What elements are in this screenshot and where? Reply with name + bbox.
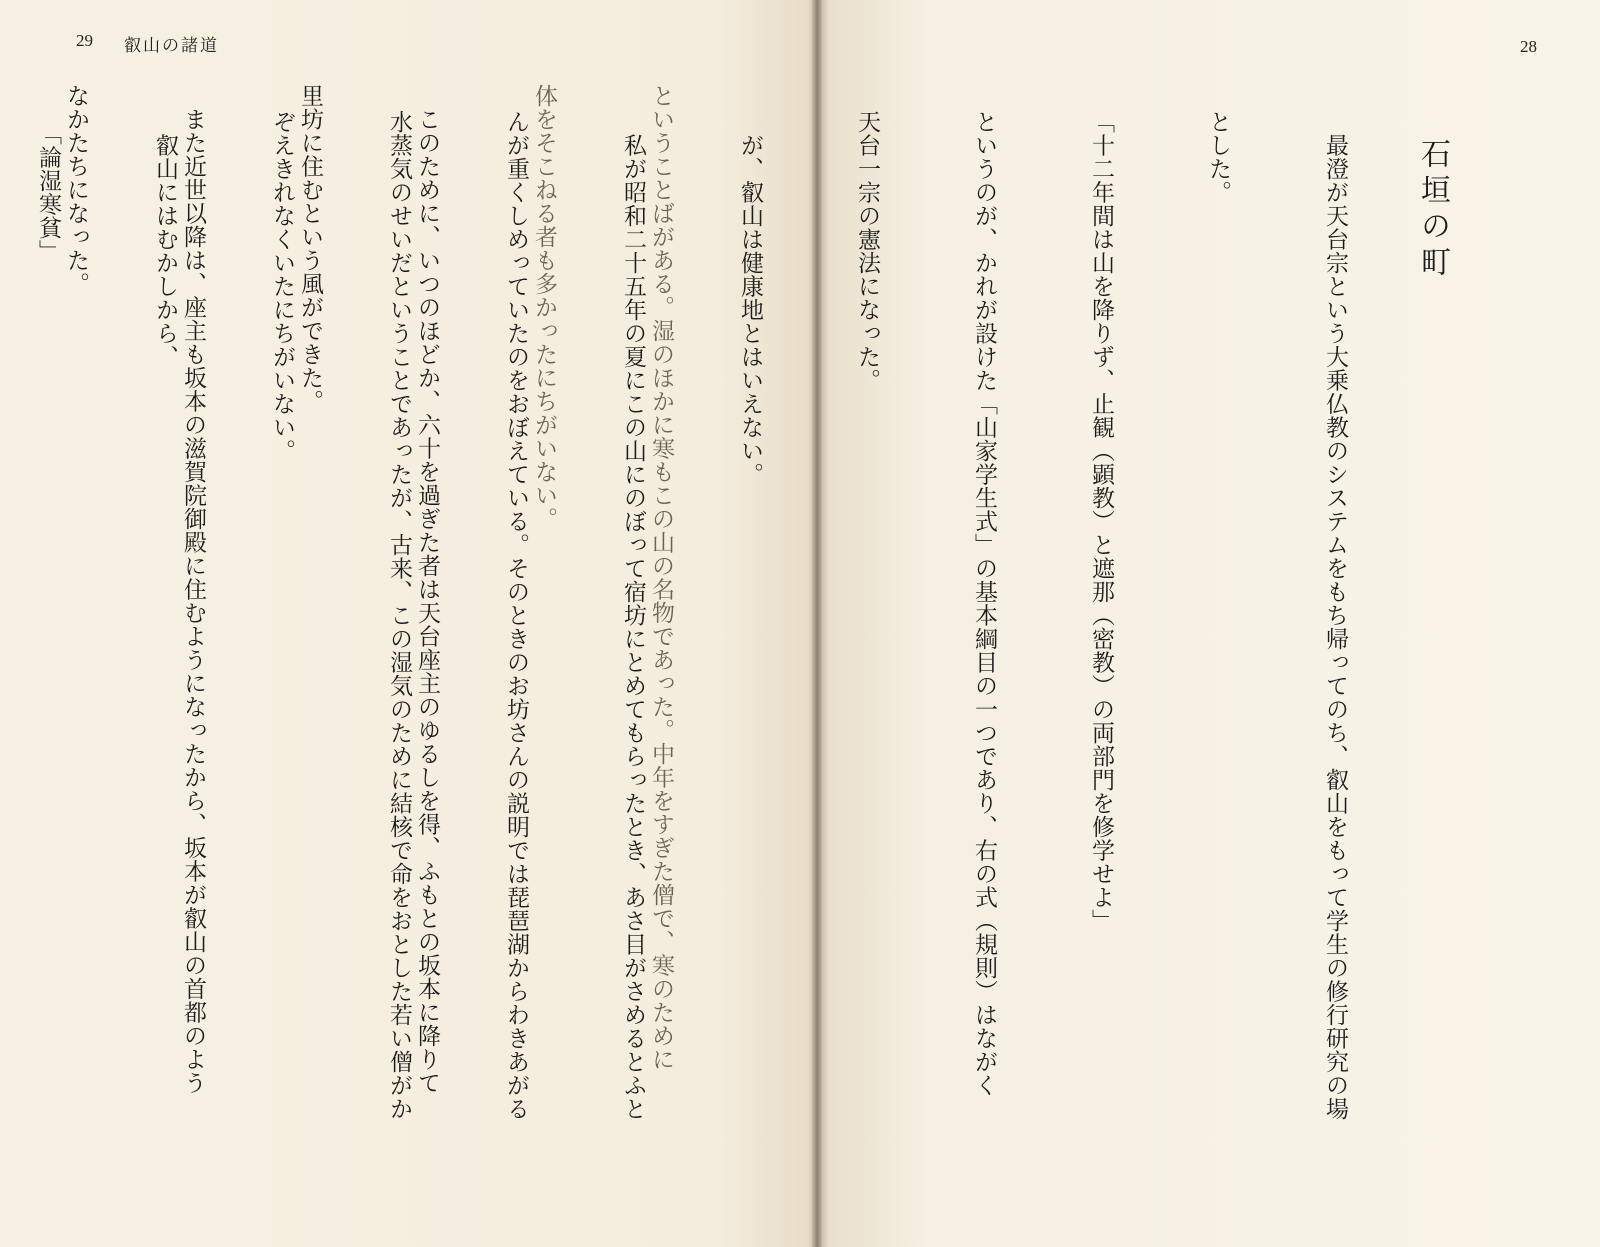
text-line: 「論湿寒貧」 <box>35 110 61 263</box>
page-number-left: 29 <box>76 31 93 50</box>
text-line: 叡山にはむかしから、 <box>152 110 178 369</box>
text-line: 体をそこねる者も多かったにちがいない。 <box>531 84 557 531</box>
text-line: このために、いつのほどか、六十を過ぎた者は天台座主のゆるしを得、ふもとの坂本に降りて <box>414 84 440 1095</box>
page-number-right: 28 <box>1520 37 1537 56</box>
text-line: とした。 <box>1205 110 1231 204</box>
text-line: また近世以降は、座主も坂本の滋賀院御殿に住むようになったから、坂本が叡山の首都のよう <box>180 84 206 1095</box>
text-line: 天台一宗の憲法になった。 <box>854 110 880 392</box>
text-line: ぞえきれなくいたにちがいない。 <box>269 110 295 463</box>
running-title: 叡山の諸道 <box>124 36 219 56</box>
text-line: 水蒸気のせいだということであったが、古来、この湿気のために結核で命をおとした若い僧がか <box>386 110 412 1121</box>
text-line: 「十二年間は山を降りず、止観（顕教）と遮那（密教）の両部門を修学せよ」 <box>1088 110 1114 933</box>
text-line: 里坊に住むという風ができた。 <box>297 84 323 413</box>
text-line: 私が昭和二十五年の夏にこの山にのぼって宿坊にとめてもらったとき、あさ目がさめるとふと <box>620 110 646 1121</box>
text-line: んが重くしめっていたのをおぼえている。そのときのお坊さんの説明では琵琶湖からわきあがる <box>503 110 529 1121</box>
text-line: なかたちになった。 <box>63 84 89 296</box>
section-title: 石垣の町 <box>1415 138 1450 282</box>
right-page-body <box>0 110 1432 1230</box>
text-line: 最澄が天台宗という大乗仏教のシステムをもち帰ってのち、叡山をもって学生の修行研究の場 <box>1322 110 1348 1121</box>
text-line: が、叡山は健康地とはいえない。 <box>737 110 763 486</box>
text-line: というのが、かれが設けた「山家学生式」の基本綱目の一つであり、右の式（規則）はながく <box>971 110 997 1097</box>
text-line: ということばがある。湿のほかに寒もこの山の名物であった。中年をすぎた僧で、寒のために <box>648 84 674 1071</box>
